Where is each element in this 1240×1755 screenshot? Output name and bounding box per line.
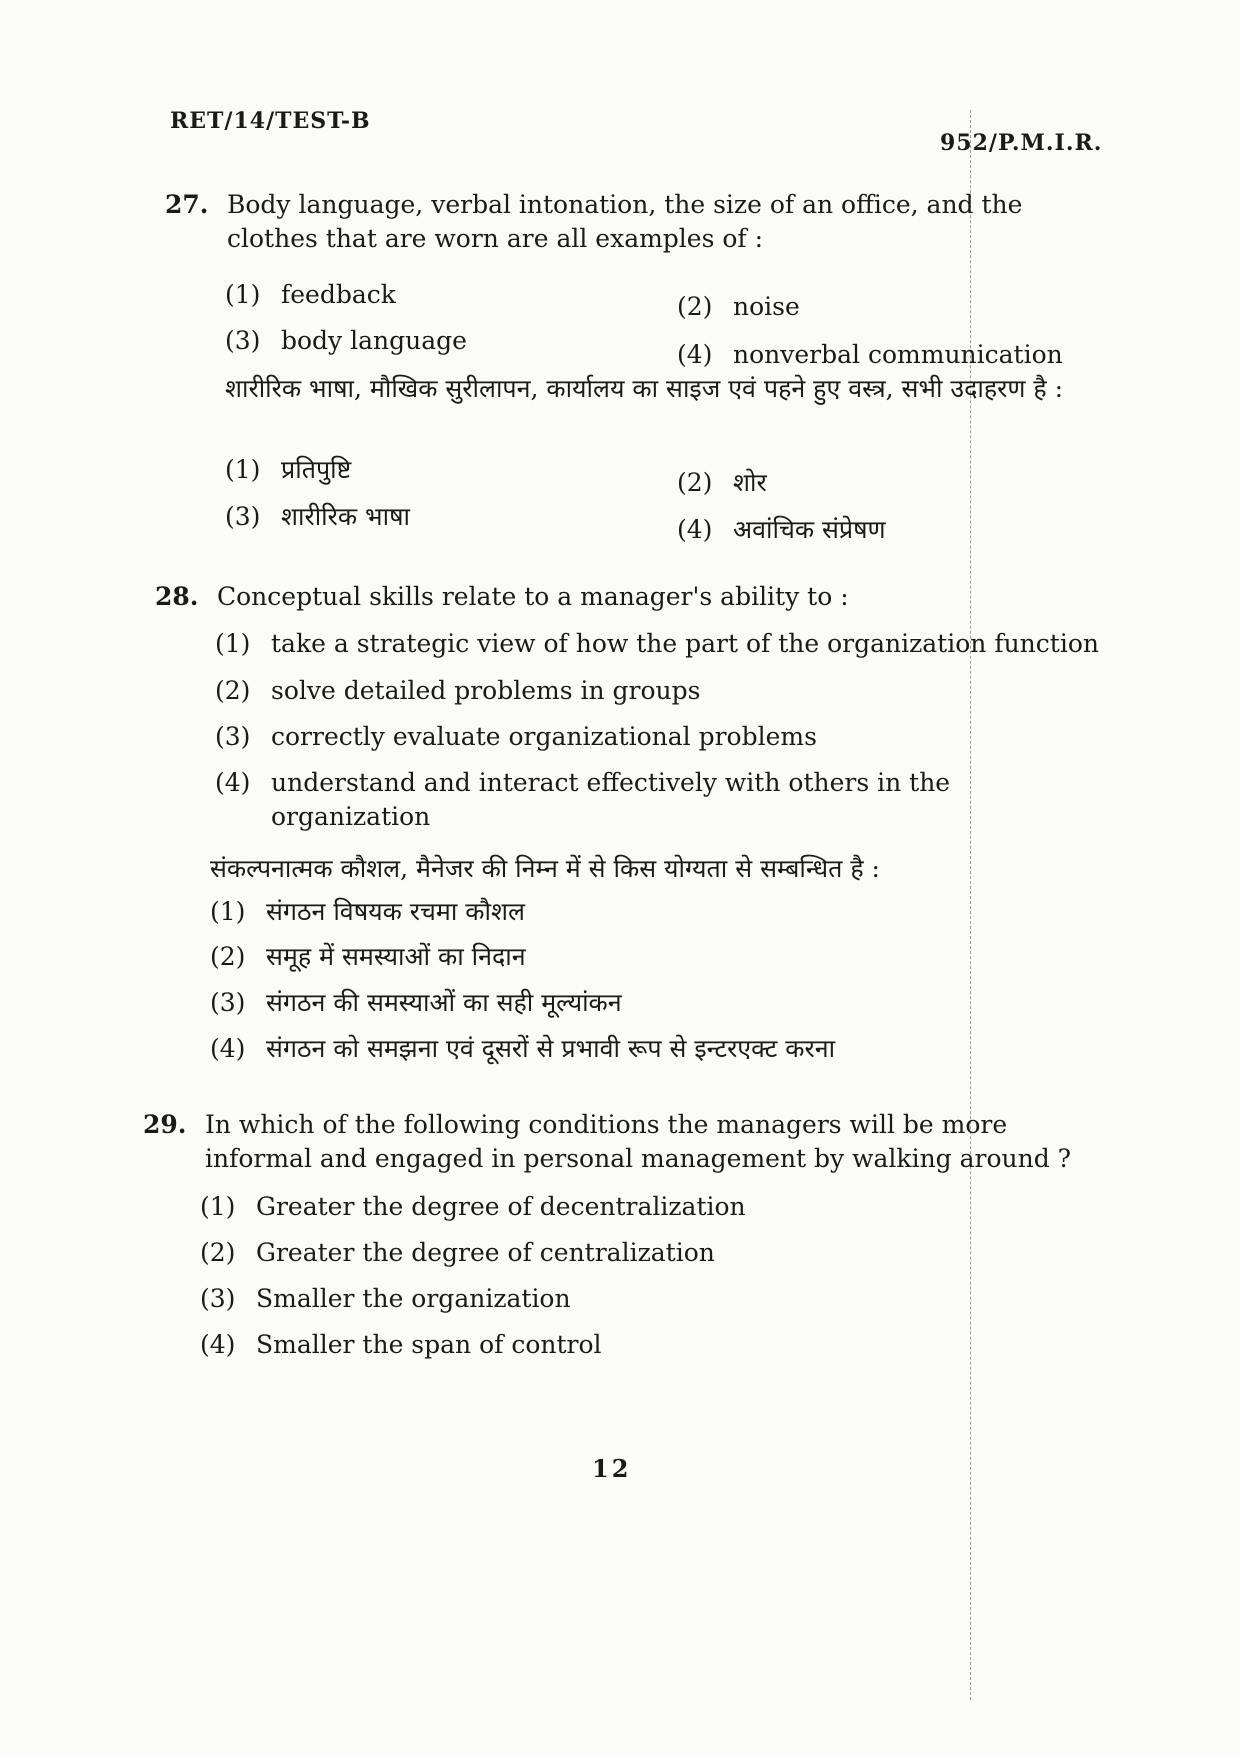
option-en-3: (3) body language [225, 326, 467, 355]
option-en-1: (1) feedback [225, 280, 396, 309]
option-hi-2: (2) शोर [677, 468, 767, 497]
question-number: 27. [165, 190, 209, 219]
question-number: 29. [143, 1110, 187, 1139]
option-hi-1: (1) संगठन विषयक रचमा कौशल [210, 897, 525, 926]
question-stem-en: In which of the following conditions the managers will be more informal and engaged in personal management by walking around ? [205, 1110, 1072, 1173]
question-stem-hi: शारीरिक भाषा, मौखिक सुरीलापन, कार्यालय का साइज एवं पहने हुए वस्त्र, सभी उदाहरण है : [225, 374, 1064, 403]
option-en-4: (4) understand and interact effectively with others in the organization [215, 768, 951, 831]
option-en-3: (3) Smaller the organization [200, 1284, 571, 1313]
question-stem-en: Body language, verbal intonation, the size of an office, and the clothes that are worn are all examples of : [227, 190, 1023, 253]
option-hi-4: (4) संगठन को समझना एवं दूसरों से प्रभावी रूप से इन्टरएक्ट करना [210, 1034, 836, 1063]
exam-code: RET/14/TEST-B [170, 108, 371, 134]
option-hi-3: (3) शारीरिक भाषा [225, 502, 410, 531]
option-hi-2: (2) समूह में समस्याओं का निदान [210, 942, 526, 971]
option-en-4: (4) nonverbal communication [677, 340, 1063, 369]
option-en-4: (4) Smaller the span of control [200, 1330, 602, 1359]
question-stem-hi: संकल्पनात्मक कौशल, मैनेजर की निम्न में से किस योग्यता से सम्बन्धित है : [210, 854, 880, 883]
option-en-2: (2) solve detailed problems in groups [215, 676, 701, 705]
paper-code: 952/P.M.I.R. [940, 130, 1103, 156]
option-en-2: (2) noise [677, 292, 800, 321]
option-en-1: (1) take a strategic view of how the part of the organization function [215, 629, 1099, 658]
page-number: 12 [592, 1454, 632, 1483]
option-hi-4: (4) अवांचिक संप्रेषण [677, 515, 886, 544]
question-number: 28. [155, 582, 199, 611]
option-en-3: (3) correctly evaluate organizational problems [215, 722, 817, 751]
option-en-1: (1) Greater the degree of decentralization [200, 1192, 746, 1221]
option-en-2: (2) Greater the degree of centralization [200, 1238, 715, 1267]
option-hi-3: (3) संगठन की समस्याओं का सही मूल्यांकन [210, 988, 622, 1017]
question-stem-en: Conceptual skills relate to a manager's ability to : [217, 582, 849, 611]
option-hi-1: (1) प्रतिपुष्टि [225, 455, 352, 484]
